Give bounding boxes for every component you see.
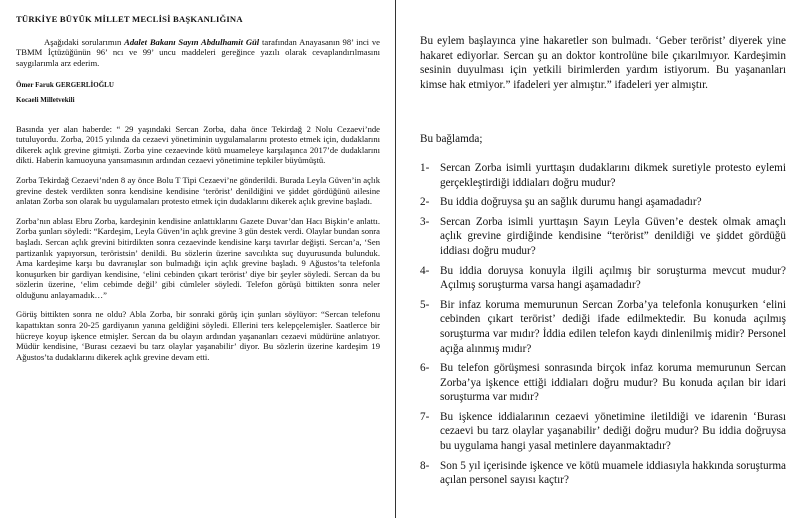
question-number: 3- bbox=[420, 215, 430, 228]
body-paragraph-3: Zorba’nın ablası Ebru Zorba, kardeşinin kendisine anlattıklarını Gazete Duvar’dan Hacı Bişkin’e anlattı. Zorba şunları söyledi: “Kardeşim, Leyla Güven’in açlık grevine 3 gün destek verdi. Olaylar bundan sonra başladı. Sercan açlık grevini bitirdikten sonra cezaevinde kendisine karşı tavırlar değişti. Sercan’a, ‘Sen partizanlık yapıyorsun, teröristsin’ denildi. Bu sözlerin üzerine savcılıkta suç duyurusunda bulunduk. Ama kardeşime karşı bu davranışlar son bulmadığı için açlık grevine başladı. 9 Ağustos’ta telefonla konuşurken bir gardiyan kendisine, ‘elini cebinden çıkart terörist’ diye bir şeyler söyledi. Sercan da bu sözlerin üzerine, ‘elim cebimde değil’ gibi cümleler söyledi. Telefon görüşü bittikten sonra neler olduğunu anlayamadık…” bbox=[16, 215, 380, 300]
question-item bbox=[420, 215, 786, 259]
intro-paragraph bbox=[16, 37, 380, 69]
right-page bbox=[398, 0, 800, 518]
question-number: 8- bbox=[420, 459, 430, 472]
questions-lead: Bu bağlamda; bbox=[420, 133, 483, 146]
question-text: Sercan Zorba isimli yurttaşın dudaklarını dikmek suretiyle protesto eylemi gerçekleştirdiği iddiaları doğru mudur? bbox=[440, 161, 786, 189]
continuation-paragraph: Bu eylem başlayınca yine hakaretler son bulmadı. ‘Geber terörist’ diyerek yine hakaret ediyorlar. Sercan şu an doktor kontrolüne bile çıkarılmıyor. Kardeşimin sesinin duyulması için yetkili birimlerden yardım istiyorum. Bu yaşananları kimse hak etmiyor.” ifadeleri yer almıştır.” ifadeleri yer almıştır. bbox=[420, 35, 786, 91]
body-paragraph-1: Basında yer alan haberde: “ 29 yaşındaki Sercan Zorba, daha önce Tekirdağ 2 Nolu Cezaevi’nde tutuluyordu. Zorba, 2015 yılında da cezaevi yönetiminin uygulamalarını protesto etmek için, dudaklarını dikerek açlık grevine gitmişti. Zorba yine cezaevinde kötü muameleye karşılaşınca 2017’de dudaklarını dikti. Haberin kamuoyuna yansımasının ardından cezaevi yönetimine tepkiler büyümüştü. bbox=[16, 123, 380, 166]
document-heading: TÜRKİYE BÜYÜK MİLLET MECLİSİ BAŞKANLIĞINA bbox=[16, 14, 243, 24]
question-number: 5- bbox=[420, 298, 430, 311]
intro-after: tarafından Anayasanın 98’ inci ve TBMM İçtüzüğünün 96’ ncı ve 99’ uncu maddeleri gereğince yazılı olarak cevaplandırılmasını saygılarımla arz ederim. bbox=[16, 36, 380, 68]
author-role: Kocaeli Milletvekili bbox=[16, 95, 75, 104]
question-number: 7- bbox=[420, 410, 430, 423]
addressee: Adalet Bakanı Sayın Abdulhamit Gül bbox=[124, 36, 260, 47]
question-number: 2- bbox=[420, 196, 430, 209]
question-item bbox=[420, 361, 786, 405]
question-number: 6- bbox=[420, 362, 430, 375]
page-divider bbox=[395, 0, 396, 518]
question-item bbox=[420, 264, 786, 293]
question-text: Bu iddia doğruysa şu an sağlık durumu hangi aşamadadır? bbox=[440, 196, 702, 209]
left-page bbox=[0, 0, 394, 518]
question-text: Sercan Zorba isimli yurttaşın Sayın Leyla Güven’e destek olmak amaçlı açlık grevine girdiğinde kendisine “terörist” denildiği ve şiddet gördüğü iddiası doğru mudur? bbox=[440, 215, 786, 257]
question-list bbox=[420, 161, 786, 488]
question-text: Bu işkence iddialarının cezaevi yönetimine iletildiği ve idarenin ‘Burası cezaevi bu tarz olaylar yaşanabilir’ dediği doğru mudur? Bu iddia doğruysa bu uygulama hangi yasal metinlere dayanmaktadır? bbox=[440, 410, 786, 453]
question-item bbox=[420, 298, 786, 356]
question-number: 1- bbox=[420, 161, 430, 174]
question-text: Son 5 yıl içerisinde işkence ve kötü muamele iddiasıyla hakkında soruşturma açılan personel sayısı kaçtır? bbox=[440, 459, 786, 487]
question-item bbox=[420, 459, 786, 488]
body-paragraph-2: Zorba Tekirdağ Cezaevi’nden 8 ay önce Bolu T Tipi Cezaevi’ne gönderildi. Burada Leyla Güven’in açlık grevine destek verdikten sonra kendisine kendisine ‘terörist’ denildiğini ve şiddet gördüğünü ailesine anlatan Zorba son olarak bu uygulamaları protesto etmek için dudaklarını dikerek açlık grevine başladı. bbox=[16, 174, 380, 207]
question-text: Bu iddia doruysa konuyla ilgili açılmış bir soruşturma mevcut mudur? Açılmış soruşturma varsa hangi aşamadadır? bbox=[440, 264, 786, 292]
question-item bbox=[420, 410, 786, 454]
question-text: Bu telefon görüşmesi sonrasında birçok infaz koruma memurunun Sercan Zorba’ya işkence ettiği iddiaları doğru mudur? Bu konuda açılan bir idari soruşturma var mıdır? bbox=[440, 362, 786, 404]
question-number: 4- bbox=[420, 264, 430, 277]
author-name: Ömer Faruk GERGERLİOĞLU bbox=[16, 81, 114, 90]
question-item bbox=[420, 195, 786, 210]
question-text: Bir infaz koruma memurunun Sercan Zorba’ya telefonla konuşurken ‘elini cebinden çıkart terörist’ dediği ifade edilmektedir. Bu konuda açılmış soruşturma var mıdır? İddia edilen telefon kaydı dinlenilmiş midir? Personel açığa alınmış mıdır? bbox=[440, 298, 786, 355]
question-item bbox=[420, 161, 786, 190]
intro-before: Aşağıdaki sorularımın bbox=[44, 36, 125, 47]
body-paragraph-4: Görüş bittikten sonra ne oldu? Abla Zorba, bir sonraki görüş için şunları söylüyor: “Sercan telefonu kapattıktan sonra 20-25 gardiyanın yanına geldiğini söyledi. Ellerini ters kelepçelemişler. Saatlerce bir hücreye koyup işkence etmişler. Sercan da bu olayın ardından yaşananları cezaevi müdürüne anlatıyor. Müdür kendisine, ‘Burası cezaevi bu tarz olaylar yaşanabilir’ diyor. Bu sözlerin üzerine kardeşim 19 Ağustos’ta dudaklarını dikerek açlık grevine devam etti. bbox=[16, 309, 380, 362]
